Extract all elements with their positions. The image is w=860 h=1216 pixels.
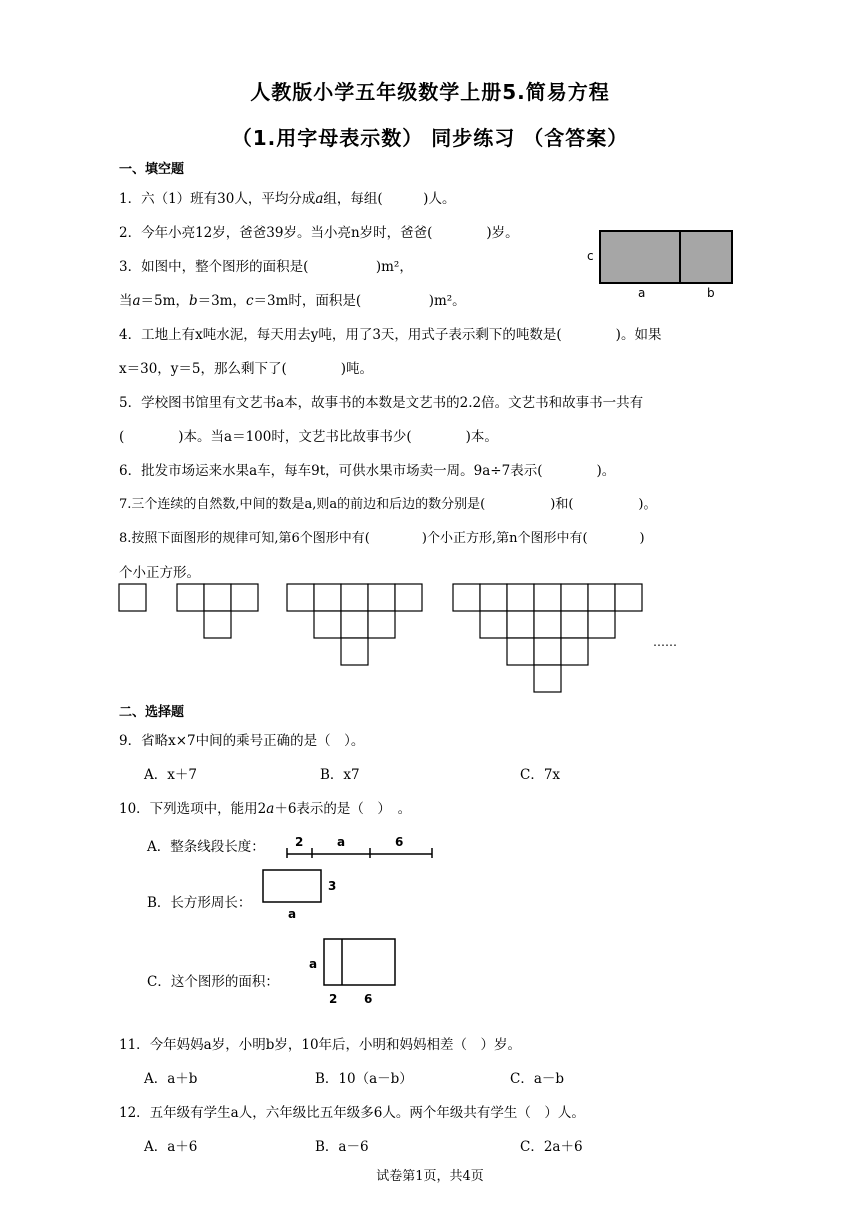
pattern-square — [534, 584, 561, 611]
rect-bottom-label: a — [288, 907, 297, 921]
pattern-square — [341, 584, 368, 611]
question-3-line-2: 当𝑎＝5m，𝑏＝3m，𝑐＝3m时，面积是( )m²。 — [119, 293, 466, 309]
pattern-square — [368, 584, 395, 611]
q10-a-segment-figure — [282, 828, 442, 862]
question-8-line-2: 个小正方形。 — [119, 565, 200, 581]
question-9: 9．省略x×7中间的乘号正确的是（ ）。 — [119, 733, 365, 749]
pattern-square — [287, 584, 314, 611]
pattern-square — [615, 584, 642, 611]
question-5-line-2: ( )本。当a＝100时，文艺书比故事书少( )本。 — [119, 429, 498, 445]
segment-label-2: 2 — [295, 835, 304, 849]
q10-option-b[interactable]: B．长方形周长： — [147, 895, 252, 911]
question-5-line-1: 5．学校图书馆里有文艺书a本，故事书的本数是文艺书的2.2倍。文艺书和故事书一共有 — [119, 395, 644, 411]
q12-option-c[interactable]: C．2a＋6 — [520, 1139, 583, 1155]
q8-square-pattern-figure — [110, 578, 710, 698]
pattern-square — [314, 611, 341, 638]
pattern-square — [119, 584, 146, 611]
q3-rectangle-figure — [582, 224, 742, 304]
question-12: 12．五年级有学生a人，六年级比五年级多6人。两个年级共有学生（ ）人。 — [119, 1105, 585, 1121]
q10-option-a[interactable]: A．整条线段长度： — [147, 839, 265, 855]
segment-label-a: a — [337, 835, 346, 849]
pattern-square — [204, 611, 231, 638]
question-4-line-1: 4．工地上有x吨水泥，每天用去y吨，用了3天，用式子表示剩下的吨数是( )。如果 — [119, 327, 662, 343]
q11-option-b[interactable]: B．10（a－b） — [315, 1071, 413, 1087]
label-b: b — [707, 286, 715, 300]
section-choice: 二、选择题 — [119, 705, 185, 720]
pattern-square — [561, 584, 588, 611]
title-line-1: 人教版小学五年级数学上册5.简易方程 — [250, 80, 610, 104]
pattern-square — [204, 584, 231, 611]
label-a: a — [638, 286, 646, 300]
pattern-square — [561, 638, 588, 665]
question-8-line-1: 8.按照下面图形的规律可知,第6个图形中有( )个小正方形,第n个图形中有( ) — [119, 531, 645, 546]
pattern-square — [341, 611, 368, 638]
pattern-square — [507, 584, 534, 611]
q10-c-area-figure — [300, 934, 410, 1008]
area-label-2: 2 — [329, 992, 338, 1006]
question-3-line-1: 3．如图中，整个图形的面积是( )m²， — [119, 259, 413, 275]
pattern-square — [480, 584, 507, 611]
pattern-square — [453, 584, 480, 611]
pattern-square — [534, 665, 561, 692]
q12-option-b[interactable]: B．a－6 — [315, 1139, 369, 1155]
question-2: 2．今年小亮12岁，爸爸39岁。当小亮n岁时，爸爸( )岁。 — [119, 225, 519, 241]
q11-option-a[interactable]: A．a＋b — [144, 1071, 198, 1087]
pattern-square — [534, 638, 561, 665]
pattern-square — [341, 638, 368, 665]
q9-option-b[interactable]: B．x7 — [320, 767, 360, 783]
page-footer: 试卷第1页，共4页 — [376, 1169, 484, 1184]
pattern-square — [231, 584, 258, 611]
title-line-2: （1.用字母表示数） 同步练习 （含答案） — [231, 126, 629, 150]
q9-option-a[interactable]: A．x＋7 — [144, 767, 197, 783]
question-1: 1．六（1）班有30人，平均分成𝑎组，每组( )人。 — [119, 191, 456, 207]
segment-label-6: 6 — [395, 835, 404, 849]
rect-part-b — [680, 231, 732, 283]
q10-b-rectangle-figure — [260, 866, 360, 922]
section-fill-in: 一、填空题 — [119, 162, 185, 177]
pattern-square — [507, 611, 534, 638]
q9-option-c[interactable]: C．7x — [520, 767, 561, 783]
pattern-square — [588, 611, 615, 638]
pattern-square — [588, 584, 615, 611]
pattern-ellipsis: …… — [653, 635, 677, 649]
pattern-square — [177, 584, 204, 611]
question-6: 6．批发市场运来水果a车，每车9t，可供水果市场卖一周。9a÷7表示( )。 — [119, 463, 616, 479]
label-c: c — [587, 249, 594, 263]
question-11: 11．今年妈妈a岁，小明b岁，10年后，小明和妈妈相差（ ）岁。 — [119, 1037, 522, 1053]
pattern-square — [507, 638, 534, 665]
pattern-square — [395, 584, 422, 611]
q12-option-a[interactable]: A．a＋6 — [144, 1139, 198, 1155]
pattern-square — [534, 611, 561, 638]
rect-side-label: 3 — [328, 879, 337, 893]
pattern-square — [314, 584, 341, 611]
pattern-square — [368, 611, 395, 638]
question-7: 7.三个连续的自然数,中间的数是a,则a的前边和后边的数分别是( )和( )。 — [119, 497, 657, 512]
pattern-square — [561, 611, 588, 638]
question-4-line-2: x＝30，y＝5，那么剩下了( )吨。 — [119, 361, 374, 377]
question-10: 10．下列选项中，能用2𝑎＋6表示的是（ ） 。 — [119, 801, 412, 817]
area-label-6: 6 — [364, 992, 373, 1006]
pattern-square — [480, 611, 507, 638]
q10-option-c[interactable]: C．这个图形的面积： — [147, 974, 279, 990]
area-side-label: a — [309, 957, 318, 971]
q11-option-c[interactable]: C．a－b — [510, 1071, 565, 1087]
